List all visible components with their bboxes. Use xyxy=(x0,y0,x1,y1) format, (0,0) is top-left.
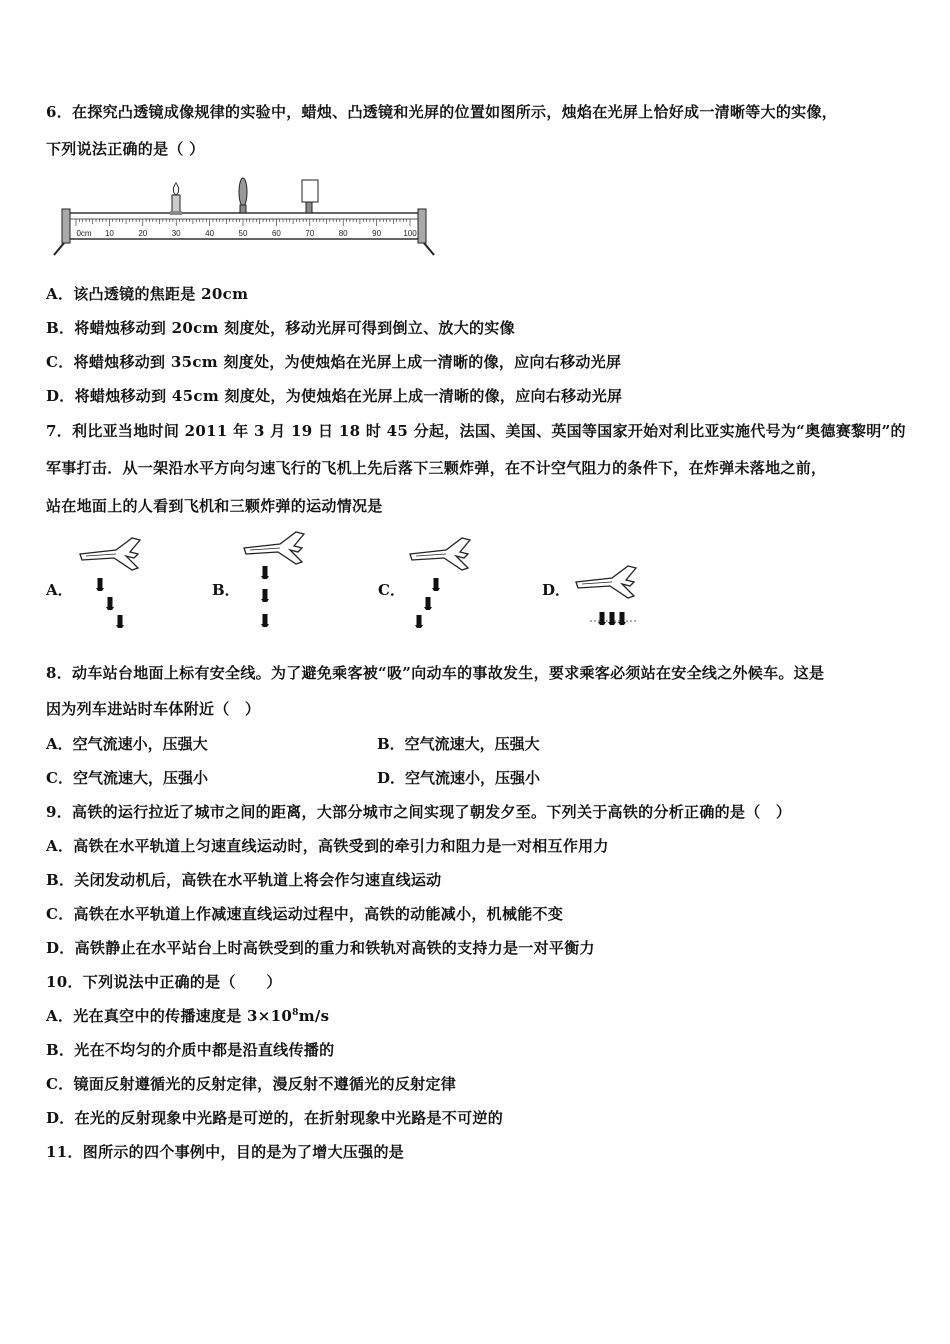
q9-option-c: C．高铁在水平轨道上作减速直线运动过程中，高铁的动能减小，机械能不变 xyxy=(46,905,564,923)
q7-stem-line3: 站在地面上的人看到飞机和三颗炸弹的运动情况是 xyxy=(46,497,383,515)
q6-option-d: D．将蜡烛移动到 45cm 刻度处，为使烛焰在光屏上成一清晰的像，应向右移动光屏 xyxy=(46,387,623,405)
ruler-tick-label: 60 xyxy=(271,229,281,238)
q8-stem-line2: 因为列车进站时车体附近（ ） xyxy=(46,700,261,718)
ruler-tick-label: 20 xyxy=(138,229,148,238)
q6-option-a: A．该凸透镜的焦距是 20cm xyxy=(46,285,249,303)
q7-figure-label-d: D． xyxy=(542,581,571,599)
q7-figure-b xyxy=(238,526,318,632)
ruler-tick-label: 10 xyxy=(104,229,114,238)
ruler-tick-label: 80 xyxy=(338,229,348,238)
q7-figure-d xyxy=(570,560,650,632)
ruler-tick-label: 70 xyxy=(305,229,315,238)
convex-lens-icon xyxy=(239,178,247,213)
q9-stem: 9．高铁的运行拉近了城市之间的距离，大部分城市之间实现了朝发夕至。下列关于高铁的分析正确的是（ ） xyxy=(46,803,792,821)
q9-option-b: B．关闭发动机后，高铁在水平轨道上将会作匀速直线运动 xyxy=(46,871,442,889)
q7-figure-a xyxy=(72,532,152,632)
q6-option-b: B．将蜡烛移动到 20cm 刻度处，移动光屏可得到倒立、放大的实像 xyxy=(46,319,515,337)
q10-option-a-exponent: 8 xyxy=(292,1008,299,1018)
q9-option-d: D．高铁静止在水平站台上时高铁受到的重力和铁轨对高铁的支持力是一对平衡力 xyxy=(46,939,595,957)
candle-icon xyxy=(170,183,182,215)
q7-figure-label-c: C． xyxy=(378,581,405,599)
q10-option-a-prefix: A．光在真空中的传播速度是 3×10 xyxy=(46,1007,293,1025)
q10-option-a-suffix: m/s xyxy=(298,1007,330,1025)
q7-stem-line2: 军事打击．从一架沿水平方向匀速飞行的飞机上先后落下三颗炸弹，在不计空气阻力的条件下，在炸弹未落地之前， xyxy=(46,459,827,477)
ruler-tick-label: 50 xyxy=(238,229,248,238)
q8-option-a: A．空气流速小，压强大 xyxy=(46,735,208,753)
q6-stem-line1: 6．在探究凸透镜成像规律的实验中，蜡烛、凸透镜和光屏的位置如图所示，烛焰在光屏上恰好成一清晰等大的实像， xyxy=(46,103,838,121)
ruler-tick-label: 40 xyxy=(205,229,215,238)
q10-option-c: C．镜面反射遵循光的反射定律，漫反射不遵循光的反射定律 xyxy=(46,1075,457,1093)
q8-option-d: D．空气流速小，压强小 xyxy=(377,769,541,787)
light-screen-icon xyxy=(302,180,318,213)
q7-figure-label-b: B． xyxy=(212,581,240,599)
q8-stem-line1: 8．动车站台地面上标有安全线。为了避免乘客被“吸”向动车的事故发生，要求乘客必须站在安全线之外候车。这是 xyxy=(46,664,825,682)
optical-bench-figure xyxy=(52,175,437,260)
ruler-tick-label: 0cm xyxy=(76,229,92,238)
ruler-tick-label: 90 xyxy=(372,229,382,238)
q7-figure-c xyxy=(404,532,484,632)
ruler-tick-label: 100 xyxy=(403,229,417,238)
q10-option-b: B．光在不均匀的介质中都是沿直线传播的 xyxy=(46,1041,335,1059)
q10-option-a xyxy=(46,1005,329,1026)
q8-option-c: C．空气流速大，压强小 xyxy=(46,769,208,787)
ruler-tick-label: 30 xyxy=(171,229,181,238)
q9-option-a: A．高铁在水平轨道上匀速直线运动时，高铁受到的牵引力和阻力是一对相互作用力 xyxy=(46,837,609,855)
q10-option-d: D．在光的反射现象中光路是可逆的，在折射现象中光路是不可逆的 xyxy=(46,1109,504,1127)
q11-stem: 11．图所示的四个事例中，目的是为了增大压强的是 xyxy=(46,1143,405,1161)
q7-figure-label-a: A． xyxy=(46,581,73,599)
q8-option-b: B．空气流速大，压强大 xyxy=(377,735,540,753)
q6-stem-line2: 下列说法正确的是（ ） xyxy=(46,140,205,158)
q7-stem-line1: 7．利比亚当地时间 2011 年 3 月 19 日 18 时 45 分起，法国、美国、英国等国家开始对利比亚实施代号为“奥德赛黎明”的 xyxy=(46,422,906,440)
q6-option-c: C．将蜡烛移动到 35cm 刻度处，为使烛焰在光屏上成一清晰的像，应向右移动光屏 xyxy=(46,353,622,371)
q10-stem: 10．下列说法中正确的是（ ） xyxy=(46,973,282,991)
